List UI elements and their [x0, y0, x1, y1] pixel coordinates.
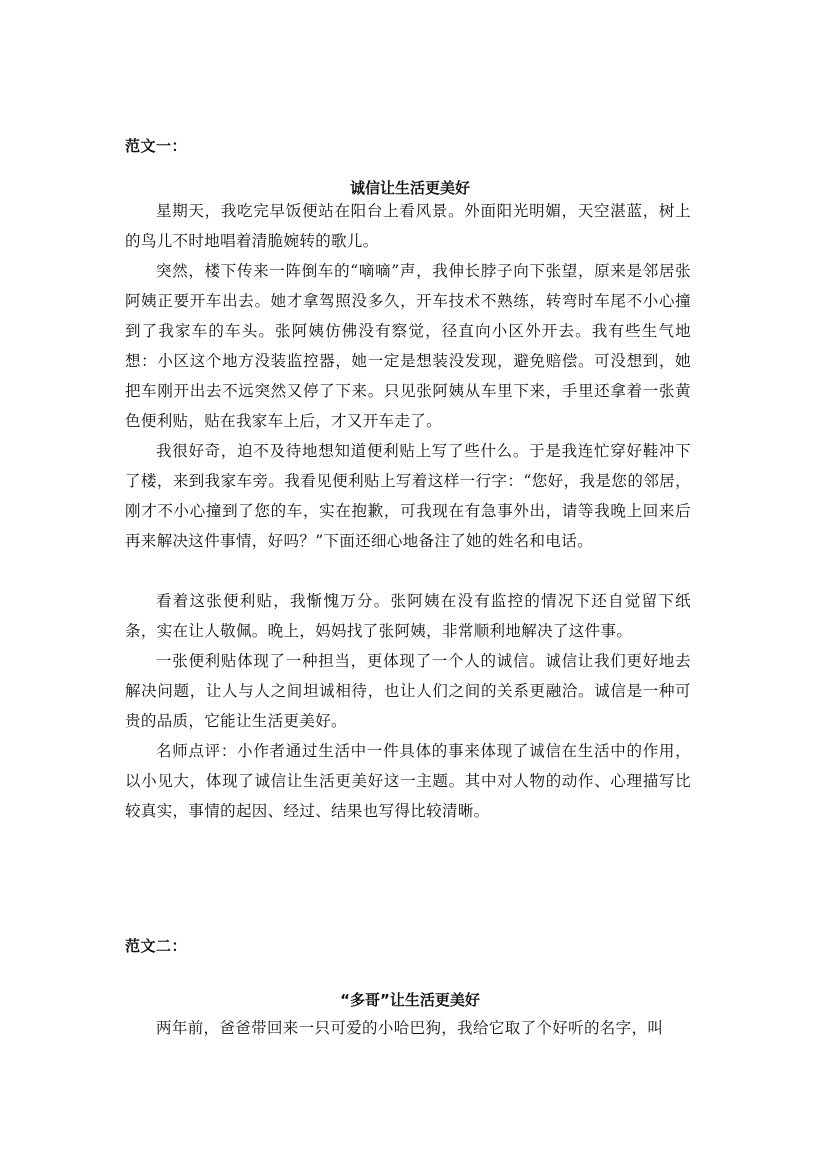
section2-paragraph: 两年前，爸爸带回来一只可爱的小哈巴狗，我给它取了个好听的名字，叫 — [156, 1019, 664, 1037]
section1-paragraph: 我很好奇，迫不及待地想知道便利贴上写了些什么。于是我连忙穿好鞋冲下了楼，来到我家车旁。我看见便利贴上写着这样一行字：“您好，我是您的邻居，刚才不小心撞到了您的车，实在抱歉，可我现在有急事外出，请等我晚上回来后再来解决这件事情，好吗？”下面还细心地备注了她的姓名和电话。 — [125, 442, 691, 550]
section1-body — [125, 196, 691, 826]
teacher-comment-paragraph: 名师点评：小作者通过生活中一件具体的事来体现了诚信在生活中的作用，以小见大，体现了诚信让生活更美好这一主题。其中对人物的动作、心理描写比较真实，事情的起因、经过、结果也写得比较清晰。 — [125, 742, 691, 820]
section1-title: 诚信让生活更美好 — [349, 179, 470, 197]
section2-label: 范文二： — [125, 937, 188, 955]
section2-body — [125, 1013, 691, 1043]
section1-paragraph: 星期天，我吃完早饭便站在阳台上看风景。外面阳光明媚，天空湛蓝，树上的鸟儿不时地唱着清脆婉转的歌儿。 — [125, 202, 691, 250]
section2-title: “多哥”让生活更美好 — [340, 991, 480, 1009]
section1-paragraph: 一张便利贴体现了一种担当，更体现了一个人的诚信。诚信让我们更好地去解决问题，让人与人之间坦诚相待，也让人们之间的关系更融洽。诚信是一种可贵的品质，它能让生活更美好。 — [125, 652, 691, 730]
section1-label: 范文一： — [125, 137, 188, 155]
section1-paragraph: 突然，楼下传来一阵倒车的“嘀嘀”声，我伸长脖子向下张望，原来是邻居张阿姨正要开车出去。她才拿驾照没多久，开车技术不熟练，转弯时车尾不小心撞到了我家车的车头。张阿姨仿佛没有察觉，径直向小区外开去。我有些生气地想：小区这个地方没装监控器，她一定是想装没发现，避免赔偿。可没想到，她把车刚开出去不远突然又停了下来。只见张阿姨从车里下来，手里还拿着一张黄色便利贴，贴在我家车上后，才又开车走了。 — [125, 262, 691, 430]
section1-paragraph: 看着这张便利贴，我惭愧万分。张阿姨在没有监控的情况下还自觉留下纸条，实在让人敬佩。晚上，妈妈找了张阿姨，非常顺利地解决了这件事。 — [125, 592, 691, 640]
